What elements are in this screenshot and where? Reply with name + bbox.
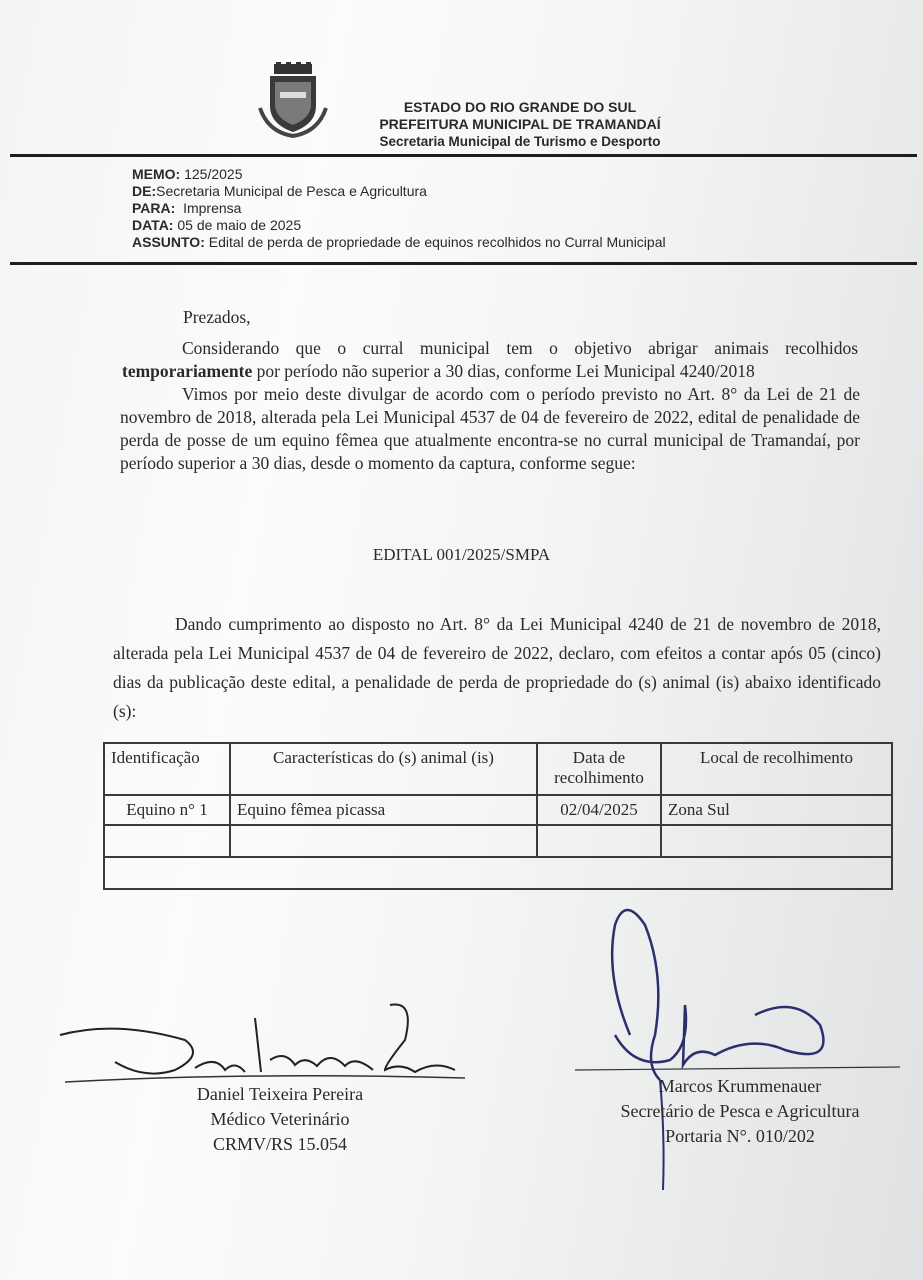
paragraph-1-end: por período não superior a 30 dias, conforme Lei Municipal 4240/2018 xyxy=(256,361,755,381)
signatory-right-registry: Portaria N°. 010/202 xyxy=(665,1126,815,1146)
paragraph-1-start: Considerando que o curral municipal tem o objetivo abrigar animais recolhidos xyxy=(182,338,858,358)
animal-table xyxy=(103,742,893,890)
header-data-recolhimento: Data de recolhimento xyxy=(537,743,661,795)
greeting: Prezados, xyxy=(183,307,251,327)
header-caracteristicas: Características do (s) animal (is) xyxy=(230,743,537,795)
signatory-right-role: Secretário de Pesca e Agricultura xyxy=(620,1101,860,1121)
memo-number: 125/2025 xyxy=(184,166,243,182)
memo-label: MEMO: xyxy=(132,166,181,182)
signatory-left xyxy=(150,1082,410,1157)
cell-local: Zona Sul xyxy=(661,795,892,825)
signature-marcos xyxy=(575,895,905,1195)
signatory-right xyxy=(585,1074,895,1149)
signature-daniel xyxy=(55,1000,475,1090)
cell-empty xyxy=(661,825,892,857)
header-municipality: PREFEITURA MUNICIPAL DE TRAMANDAÍ xyxy=(379,116,661,132)
assunto-value: Edital de perda de propriedade de equinos recolhidos no Curral Municipal xyxy=(208,234,666,250)
header-identificacao: Identificação xyxy=(104,743,230,795)
cell-data: 02/04/2025 xyxy=(537,795,661,825)
paragraph-1 xyxy=(122,337,858,383)
signatory-right-name: Marcos Krummenauer xyxy=(658,1076,822,1096)
coat-of-arms-icon xyxy=(258,62,328,138)
edital-title: EDITAL 001/2025/SMPA xyxy=(372,545,551,564)
header-state: ESTADO DO RIO GRANDE DO SUL xyxy=(403,99,637,115)
table-row xyxy=(104,857,892,889)
cell-empty xyxy=(230,825,537,857)
cell-empty xyxy=(104,825,230,857)
table-row xyxy=(104,795,892,825)
table-header-row xyxy=(104,743,892,795)
cell-empty xyxy=(537,825,661,857)
cell-identificacao: Equino n° 1 xyxy=(104,795,230,825)
cell-caracteristicas: Equino fêmea picassa xyxy=(230,795,537,825)
assunto-label: ASSUNTO: xyxy=(132,234,205,250)
signatory-left-name: Daniel Teixeira Pereira xyxy=(196,1084,364,1104)
paragraph-3: Dando cumprimento ao disposto no Art. 8° da Lei Municipal 4240 de 21 de novembro de 2018, alterada pela Lei Municipal 4537 de 04 de fevereiro de 2022, declaro, com efeitos a contar após 05 (cinco) dias da publicação deste edital, a penalidade de perda de propriedade do (s) animal (is) abaixo identificado (s): xyxy=(113,614,881,721)
memo-divider xyxy=(10,262,917,265)
de-label: DE: xyxy=(132,183,157,199)
header-local-recolhimento: Local de recolhimento xyxy=(661,743,892,795)
paragraph-2: Vimos por meio deste divulgar de acordo com o período previsto no Art. 8° da Lei de 21 de novembro de 2018, alterada pela Lei Municipal 4537 de 04 de fevereiro de 2022, edital de penalidade de perda de posse de um equino fêmea que atualmente encontra-se no curral municipal de Tramandaí, por período superior a 30 dias, desde o momento da captura, conforme segue: xyxy=(120,384,860,473)
table-row xyxy=(104,825,892,857)
para-label: PARA: xyxy=(132,200,176,216)
data-value: 05 de maio de 2025 xyxy=(177,217,302,233)
paragraph-1-bold: temporariamente xyxy=(122,361,253,381)
header-secretariat: Secretaria Municipal de Turismo e Desporto xyxy=(379,134,661,149)
para-value: Imprensa xyxy=(183,200,242,216)
signatory-left-registry: CRMV/RS 15.054 xyxy=(212,1134,348,1154)
de-value: Secretaria Municipal de Pesca e Agricultura xyxy=(156,183,427,199)
header-divider xyxy=(10,154,917,157)
signatory-left-role: Médico Veterinário xyxy=(210,1109,350,1129)
memo-block xyxy=(132,166,666,251)
cell-empty-merged xyxy=(104,857,892,889)
data-label: DATA: xyxy=(132,217,174,233)
